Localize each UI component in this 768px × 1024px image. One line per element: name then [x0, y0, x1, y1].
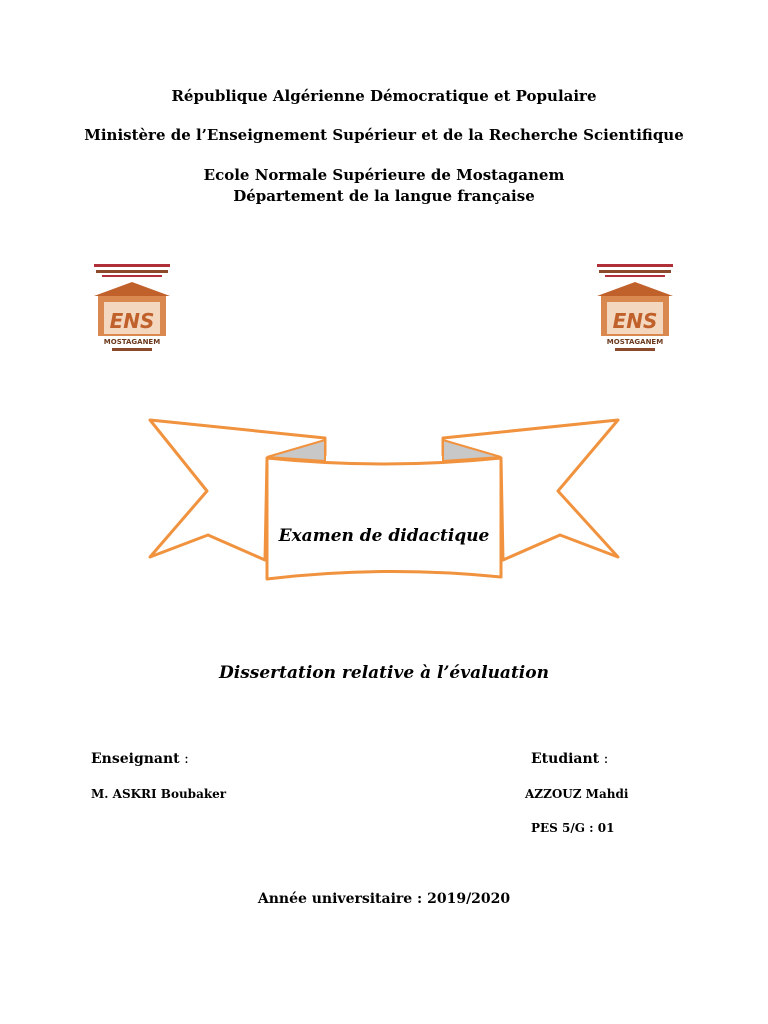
svg-text:MOSTAGANEM: MOSTAGANEM [103, 338, 161, 346]
header-school: Ecole Normale Supérieure de Mostaganem [203, 166, 565, 184]
ens-logo-right [593, 260, 677, 358]
student-label-separator: : [599, 751, 609, 767]
student-name: AZZOUZ Mahdi [525, 787, 629, 801]
student-label [531, 751, 608, 767]
teacher-name: M. ASKRI Boubaker [91, 787, 227, 801]
ens-logo-left [90, 260, 174, 358]
student-label-text: Etudiant [531, 751, 600, 767]
svg-text:ENS: ENS [612, 309, 658, 333]
svg-text:ENS: ENS [109, 309, 155, 333]
ens-logo-icon [593, 260, 677, 358]
dissertation-subtitle: Dissertation relative à l’évaluation [219, 663, 549, 683]
ens-logo-icon [90, 260, 174, 358]
teacher-label [91, 751, 189, 767]
exam-title: Examen de didactique [278, 526, 490, 546]
student-group: PES 5/G : 01 [531, 821, 615, 835]
title-ribbon-banner [145, 415, 623, 585]
header-department: Département de la langue française [233, 187, 535, 205]
header-ministry: Ministère de l’Enseignement Supérieur et de la Recherche Scientifique [84, 126, 684, 144]
teacher-label-text: Enseignant [91, 751, 180, 767]
teacher-label-separator: : [179, 751, 189, 767]
academic-year: Année universitaire : 2019/2020 [257, 891, 511, 907]
svg-text:MOSTAGANEM: MOSTAGANEM [606, 338, 664, 346]
header-republic: République Algérienne Démocratique et Populaire [171, 87, 597, 105]
ribbon-center-panel [267, 458, 501, 579]
